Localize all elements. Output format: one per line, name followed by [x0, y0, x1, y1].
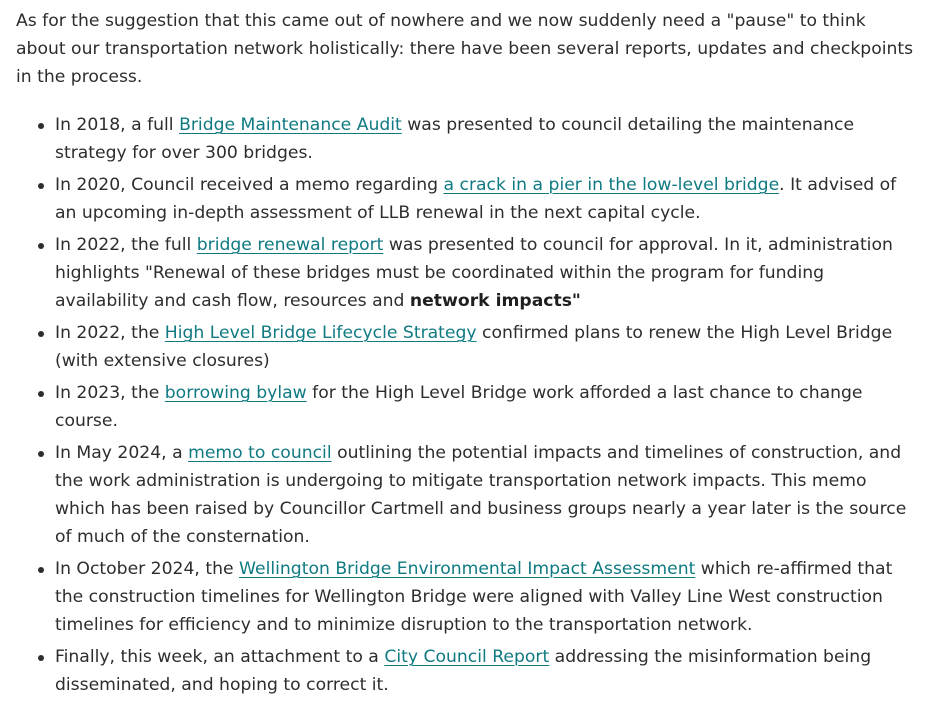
- item-text-after: confirmed plans to renew the High Level Bridge (with extensive closures): [55, 323, 893, 371]
- pier-crack-memo-link[interactable]: a crack in a pier in the low-level bridge: [443, 175, 780, 195]
- item-text-before: In May 2024, a: [55, 443, 189, 463]
- item-text-before: In 2018, a full: [55, 115, 180, 135]
- item-text-after: which re-affirmed that the construction timelines for Wellington Bridge were aligned with Valley Line West construction timelines for efficiency and to minimize disruption to the transportation network.: [55, 559, 893, 635]
- list-item: [55, 555, 916, 639]
- list-item: [55, 643, 916, 699]
- list-item: [55, 111, 916, 167]
- list-item: [55, 319, 916, 375]
- memo-to-council-link[interactable]: memo to council: [188, 443, 332, 463]
- item-text-after: addressing the misinformation being disseminated, and hoping to correct it.: [55, 647, 872, 695]
- city-council-report-link[interactable]: City Council Report: [384, 647, 550, 667]
- intro-paragraph: As for the suggestion that this came out of nowhere and we now suddenly need a "pause" to think about our transportation network holistically: there have been several reports, updates and checkpoints in the process.: [16, 11, 914, 87]
- list-item: [55, 231, 916, 315]
- bridge-maintenance-audit-link[interactable]: Bridge Maintenance Audit: [179, 115, 402, 135]
- item-text-after: was presented to council for approval. In it, administration highlights "Renewal of these bridges must be coordinated within the program for funding availability and cash flow, resources and: [55, 235, 893, 311]
- environmental-impact-assessment-link[interactable]: Wellington Bridge Environmental Impact Assessment: [239, 559, 696, 579]
- item-text-before: In 2022, the: [55, 323, 165, 343]
- item-text-after: . It advised of an upcoming in-depth assessment of LLB renewal in the next capital cycle.: [55, 175, 897, 223]
- item-bold-text: network impacts": [409, 291, 581, 311]
- list-item: [55, 439, 916, 551]
- checkpoint-list: [16, 111, 916, 699]
- item-text-after: was presented to council detailing the maintenance strategy for over 300 bridges.: [55, 115, 855, 163]
- borrowing-bylaw-link[interactable]: borrowing bylaw: [164, 383, 307, 403]
- item-text-after: outlining the potential impacts and timelines of construction, and the work administration is undergoing to mitigate transportation network impacts. This memo which has been raised by Councillor Cartmell and business groups nearly a year later is the source of much of the consternation.: [55, 443, 907, 547]
- item-text-before: In 2020, Council received a memo regarding: [55, 175, 444, 195]
- item-text-before: In October 2024, the: [55, 559, 240, 579]
- bridge-renewal-report-link[interactable]: bridge renewal report: [196, 235, 384, 255]
- item-text-after: for the High Level Bridge work afforded a last chance to change course.: [55, 383, 863, 431]
- lifecycle-strategy-link[interactable]: High Level Bridge Lifecycle Strategy: [164, 323, 477, 343]
- list-item: [55, 171, 916, 227]
- item-text-before: Finally, this week, an attachment to a: [55, 647, 385, 667]
- item-text-before: In 2022, the full: [55, 235, 197, 255]
- item-text-before: In 2023, the: [55, 383, 165, 403]
- list-item: [55, 379, 916, 435]
